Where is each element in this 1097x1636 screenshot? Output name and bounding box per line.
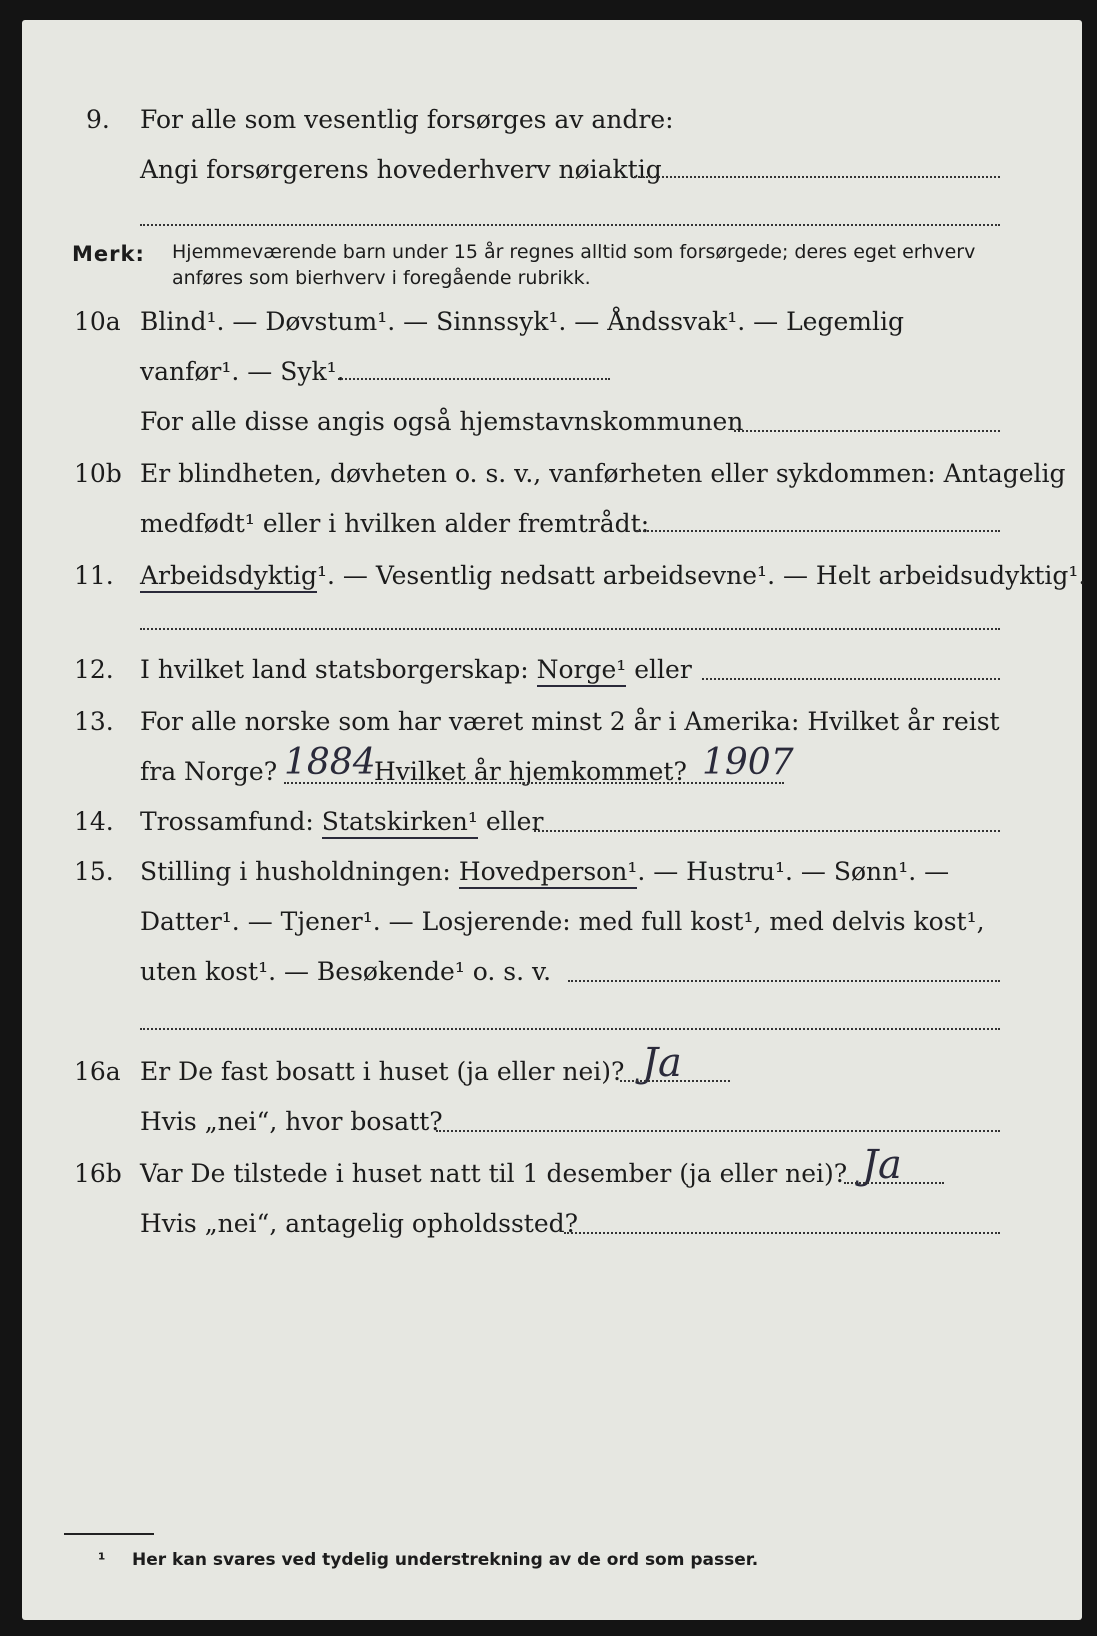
q16b-line1: Var De tilstede i huset natt til 1 desember (ja eller nei)? bbox=[140, 1159, 848, 1188]
q10b-line1: Er blindheten, døvheten o. s. v., vanførheten eller sykdommen: Antagelig bbox=[140, 459, 1066, 488]
footnote-text: Her kan svares ved tydelig understrekning av de ord som passer. bbox=[132, 1550, 759, 1570]
q12-after: eller bbox=[634, 655, 692, 684]
q11-line bbox=[140, 560, 1086, 592]
q9-line2: Angi forsørgerens hovederhverv nøiaktig bbox=[140, 155, 662, 184]
q15-line3: uten kost¹. — Besøkende¹ o. s. v. bbox=[140, 957, 552, 986]
q13-answer-line[interactable] bbox=[284, 782, 784, 784]
q11-number: 11. bbox=[74, 561, 114, 590]
q12-answer-line[interactable] bbox=[702, 678, 1000, 680]
q16a-line1: Er De fast bosatt i huset (ja eller nei)? bbox=[140, 1057, 625, 1086]
merk-line2: anføres som bierhverv i foregående rubrikk. bbox=[172, 267, 591, 289]
q15-extra-line[interactable] bbox=[140, 1028, 1000, 1030]
q12-number: 12. bbox=[74, 655, 114, 684]
q10a-line3: For alle disse angis også hjemstavnskommunen bbox=[140, 407, 744, 436]
q14-before: Trossamfund: bbox=[140, 807, 314, 836]
footnote-mark: ¹ bbox=[98, 1550, 106, 1570]
q16b-number: 16b bbox=[74, 1159, 122, 1188]
q10a-line1: Blind¹. — Døvstum¹. — Sinnssyk¹. — Åndssvak¹. — Legemlig bbox=[140, 307, 904, 336]
q10b-answer-line[interactable] bbox=[636, 530, 1000, 532]
q16a-bosatt-line[interactable] bbox=[436, 1130, 1000, 1132]
q12-underlined: Norge¹ bbox=[537, 655, 627, 687]
q14-number: 14. bbox=[74, 807, 114, 836]
q10b-line2: medfødt¹ eller i hvilken alder fremtrådt: bbox=[140, 509, 650, 538]
q10b-number: 10b bbox=[74, 459, 122, 488]
q13-line1: For alle norske som har været minst 2 år i Amerika: Hvilket år reist bbox=[140, 707, 1000, 736]
q13-part2: Hvilket år hjemkommet? bbox=[374, 757, 687, 786]
q11-underlined: Arbeidsdyktig bbox=[140, 561, 317, 593]
q16b-answer-line[interactable] bbox=[844, 1182, 944, 1184]
q15-before: Stilling i husholdningen: bbox=[140, 857, 451, 886]
q13-part1: fra Norge? bbox=[140, 757, 278, 786]
q12-before: I hvilket land statsborgerskap: bbox=[140, 655, 529, 684]
q13-year-hjemkommet: 1907 bbox=[702, 742, 794, 783]
q15-line2: Datter¹. — Tjener¹. — Losjerende: med full kost¹, med delvis kost¹, bbox=[140, 907, 985, 936]
q14-after: eller bbox=[485, 807, 544, 836]
q9-answer-line[interactable] bbox=[634, 176, 1000, 178]
census-form-page bbox=[22, 20, 1087, 1620]
q16a-number: 16a bbox=[74, 1057, 121, 1086]
merk-label: Merk: bbox=[72, 242, 145, 266]
q10a-line2: vanfør¹. — Syk¹. bbox=[140, 357, 345, 386]
q9-extra-line[interactable] bbox=[140, 224, 1000, 226]
q14-answer-line[interactable] bbox=[534, 830, 1000, 832]
q13-year-reist: 1884 bbox=[284, 742, 376, 783]
q10a-number: 10a bbox=[74, 307, 121, 336]
q9-number: 9. bbox=[86, 105, 110, 134]
q11-rest: ¹. — Vesentlig nedsatt arbeidsevne¹. — Helt arbeidsudyktig¹. bbox=[316, 561, 1087, 590]
q15-underlined: Hovedperson¹ bbox=[459, 857, 638, 889]
q16a-answer: Ja bbox=[642, 1040, 682, 1086]
q15-number: 15. bbox=[74, 857, 114, 886]
footnote-rule bbox=[64, 1533, 154, 1535]
q16a-answer-line[interactable] bbox=[620, 1080, 730, 1082]
q15-answer-line[interactable] bbox=[568, 980, 1000, 982]
q16b-line2: Hvis „nei“, antagelig opholdssted? bbox=[140, 1209, 579, 1238]
q16b-opholdssted-line[interactable] bbox=[564, 1232, 1000, 1234]
q16b-answer: Ja bbox=[862, 1142, 902, 1188]
q15-after: . — Hustru¹. — Sønn¹. — bbox=[637, 857, 950, 886]
q10a-syk-line[interactable] bbox=[338, 378, 610, 380]
q13-number: 13. bbox=[74, 707, 114, 736]
q14-line bbox=[140, 806, 543, 838]
q15-line1 bbox=[140, 856, 949, 888]
q14-underlined: Statskirken¹ bbox=[322, 807, 478, 839]
merk-line1: Hjemmeværende barn under 15 år regnes alltid som forsørgede; deres eget erhverv bbox=[172, 241, 976, 263]
q10a-hjemstavn-line[interactable] bbox=[734, 430, 1000, 432]
q11-extra-line[interactable] bbox=[140, 628, 1000, 630]
q16a-line2: Hvis „nei“, hvor bosatt? bbox=[140, 1107, 443, 1136]
q9-line1: For alle som vesentlig forsørges av andre: bbox=[140, 105, 674, 134]
q12-line bbox=[140, 654, 692, 686]
